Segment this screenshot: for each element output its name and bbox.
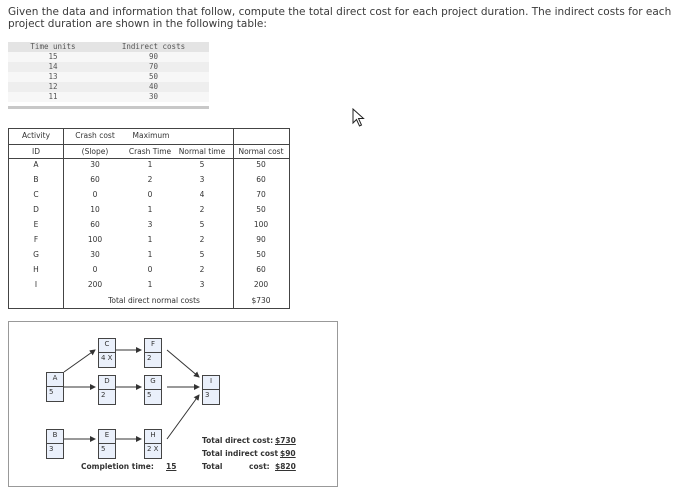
activity-node-i — [202, 375, 220, 405]
normal-time-cell: 5 — [199, 160, 205, 169]
activity-id-cell: B — [33, 175, 39, 184]
indirect-cost-cell: 70 — [148, 62, 159, 71]
node-duration: 5 — [49, 388, 54, 396]
normal-cost-cell: 200 — [253, 280, 269, 289]
header-crash-time: Crash Time — [128, 147, 172, 156]
node-label: H — [150, 431, 156, 439]
activity-id-cell: D — [33, 205, 39, 214]
normal-time-cell: 4 — [199, 190, 205, 199]
crash-cost-cell: 60 — [90, 220, 100, 229]
node-divider — [145, 389, 161, 390]
activity-node-h — [144, 429, 162, 459]
indirect-cost-cell: 90 — [148, 52, 159, 61]
max-crash-time-cell: 2 — [147, 175, 153, 184]
activity-id-cell: A — [33, 160, 39, 169]
indirect-table-header — [8, 42, 209, 52]
crash-cost-cell: 200 — [87, 280, 103, 289]
completion-time-value: 15 — [166, 462, 177, 471]
node-duration: 3 — [205, 391, 210, 399]
header-indirect-costs: Indirect costs — [121, 42, 186, 51]
completion-time-label: Completion time: — [81, 462, 154, 471]
node-divider — [203, 389, 219, 390]
max-crash-time-cell: 1 — [147, 160, 153, 169]
header-crash-cost: Crash cost — [75, 131, 115, 140]
max-crash-time-cell: 1 — [147, 250, 153, 259]
node-divider — [99, 443, 115, 444]
activity-id-cell: G — [33, 250, 39, 259]
header-activity: Activity — [21, 131, 51, 140]
node-divider — [145, 352, 161, 353]
crash-cost-cell: 60 — [90, 175, 100, 184]
time-units-cell: 11 — [48, 92, 58, 101]
crash-cost-cell: 30 — [90, 160, 100, 169]
activity-node-e — [98, 429, 116, 459]
time-units-cell: 14 — [48, 62, 58, 71]
node-duration: 2 X — [147, 445, 159, 453]
node-divider — [47, 443, 63, 444]
row-divider — [9, 144, 289, 145]
time-units-cell: 12 — [48, 82, 58, 91]
max-crash-time-cell: 1 — [147, 280, 153, 289]
activity-id-cell: C — [33, 190, 39, 199]
mouse-cursor-icon — [352, 108, 366, 128]
node-divider — [99, 352, 115, 353]
total-direct-cost-label: Total direct cost: — [202, 436, 274, 445]
node-duration: 5 — [101, 445, 106, 453]
node-label: G — [150, 377, 156, 385]
total-cost-label: Total — [202, 462, 223, 471]
activity-id-cell: I — [34, 280, 38, 289]
max-crash-time-cell: 1 — [147, 235, 153, 244]
normal-time-cell: 5 — [199, 250, 205, 259]
total-indirect-cost-label: Total indirect cost — [202, 449, 279, 458]
normal-time-cell: 2 — [199, 235, 205, 244]
activity-node-f — [144, 338, 162, 368]
node-label: F — [150, 340, 156, 348]
indirect-costs-table — [8, 42, 209, 109]
max-crash-time-cell: 1 — [147, 205, 153, 214]
header-id: ID — [32, 147, 40, 156]
activity-node-b — [46, 429, 64, 459]
node-divider — [99, 389, 115, 390]
node-divider — [47, 386, 63, 387]
node-duration: 5 — [147, 391, 152, 399]
total-direct-cost-value: $730 — [275, 436, 296, 445]
node-label: B — [52, 431, 58, 439]
arrow-f-i — [167, 350, 199, 377]
max-crash-time-cell: 0 — [147, 265, 153, 274]
activity-node-d — [98, 375, 116, 405]
row-divider — [9, 158, 289, 159]
normal-cost-cell: 100 — [253, 220, 269, 229]
normal-cost-cell: 50 — [256, 205, 266, 214]
indirect-cost-cell: 40 — [148, 82, 159, 91]
activity-node-a — [46, 372, 64, 402]
header-normal-cost: Normal cost — [238, 147, 284, 156]
normal-cost-cell: 90 — [256, 235, 266, 244]
indirect-cost-cell: 30 — [148, 92, 159, 101]
node-label: D — [104, 377, 110, 385]
activity-node-c — [98, 338, 116, 368]
node-label: I — [209, 377, 213, 385]
normal-cost-cell: 50 — [256, 250, 266, 259]
max-crash-time-cell: 0 — [147, 190, 153, 199]
node-duration: 3 — [49, 445, 54, 453]
time-units-cell: 15 — [48, 52, 58, 61]
problem-statement: Given the data and information that follow, compute the total direct cost for each project duration. The indirect costs for each project duration are shown in the following table: — [8, 6, 672, 30]
node-duration: 4 X — [101, 354, 113, 362]
indirect-row — [8, 92, 209, 102]
header-slope: (Slope) — [81, 147, 109, 156]
node-divider — [145, 443, 161, 444]
activity-table — [8, 128, 290, 309]
node-label: E — [104, 431, 110, 439]
total-cost-value: $820 — [275, 462, 296, 471]
normal-cost-cell: 60 — [256, 175, 266, 184]
table-bottom-bar — [8, 106, 209, 109]
normal-time-cell: 2 — [199, 205, 205, 214]
crash-cost-cell: 10 — [90, 205, 100, 214]
indirect-row — [8, 52, 209, 62]
normal-cost-cell: 60 — [256, 265, 266, 274]
total-direct-value: $730 — [251, 296, 271, 305]
total-cost-suffix: cost: — [249, 462, 270, 471]
indirect-cost-cell: 50 — [148, 72, 159, 81]
node-duration: 2 — [147, 354, 152, 362]
total-direct-label: Total direct normal costs — [108, 296, 200, 305]
time-units-cell: 13 — [48, 72, 58, 81]
crash-cost-cell: 30 — [90, 250, 100, 259]
node-label: A — [52, 374, 58, 382]
col-divider — [63, 129, 64, 308]
header-normal-time: Normal time — [178, 147, 226, 156]
normal-cost-cell: 50 — [256, 160, 266, 169]
normal-time-cell: 2 — [199, 265, 205, 274]
normal-cost-cell: 70 — [256, 190, 266, 199]
indirect-row — [8, 82, 209, 92]
header-time-units: Time units — [30, 42, 76, 51]
activity-id-cell: H — [33, 265, 39, 274]
indirect-row — [8, 62, 209, 72]
normal-time-cell: 3 — [199, 175, 205, 184]
node-label: C — [104, 340, 110, 348]
project-network-diagram — [8, 321, 338, 487]
arrow-a-c — [64, 350, 95, 372]
total-indirect-cost-value: $90 — [280, 449, 296, 458]
crash-cost-cell: 0 — [92, 190, 98, 199]
node-duration: 2 — [101, 391, 106, 399]
activity-id-cell: F — [33, 235, 39, 244]
header-maximum: Maximum — [132, 131, 170, 140]
normal-time-cell: 3 — [199, 280, 205, 289]
activity-id-cell: E — [33, 220, 39, 229]
normal-time-cell: 5 — [199, 220, 205, 229]
indirect-row — [8, 72, 209, 82]
activity-node-g — [144, 375, 162, 405]
max-crash-time-cell: 3 — [147, 220, 153, 229]
arrow-h-i — [167, 395, 199, 439]
crash-cost-cell: 0 — [92, 265, 98, 274]
crash-cost-cell: 100 — [87, 235, 103, 244]
